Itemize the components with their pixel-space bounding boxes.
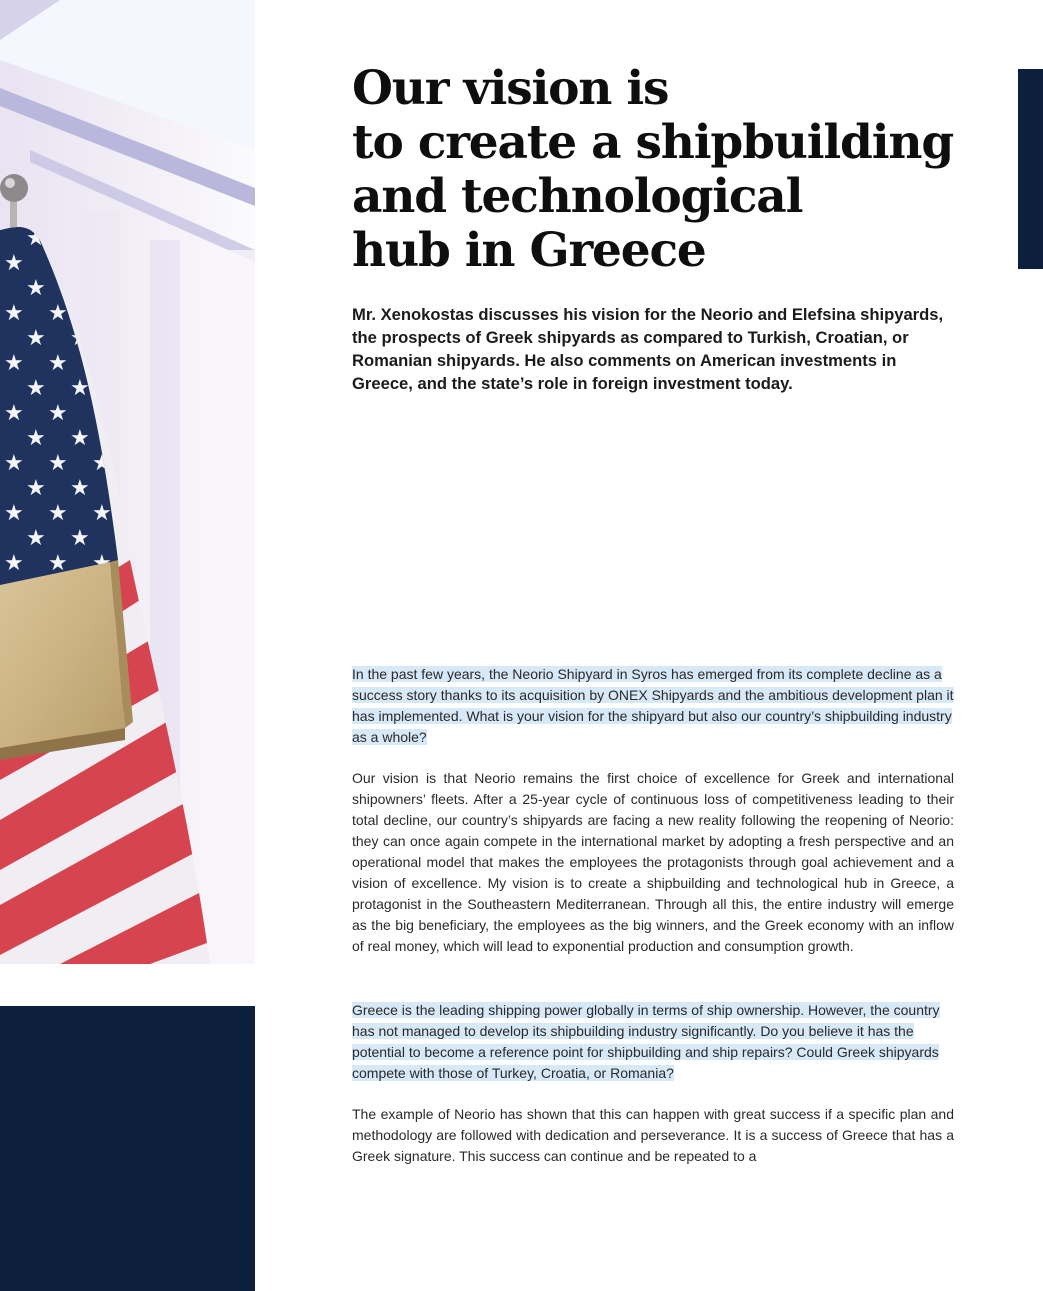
title-line: to create a shipbuilding [352, 115, 953, 170]
flag-podium-photo [0, 0, 255, 964]
question-text: Greece is the leading shipping power globally in terms of ship ownership. However, the country has not managed to develop its shipbuilding industry significantly. Do you believe it has the potential to become a reference point for shipbuilding and ship repairs? Could Greek shipyards compete with those of Turkey, Croatia, or Romania? [352, 1002, 940, 1081]
title-line: hub in Greece [352, 223, 706, 278]
title-line: Our vision is [352, 61, 669, 116]
answer-paragraph: The example of Neorio has shown that this can happen with great success if a specific plan and methodology are followed with dedication and perseverance. It is a success of Greece that has a Greek signature. This success can continue and be repeated to a [352, 1106, 954, 1164]
title-line: and technological [352, 169, 803, 224]
side-tab-marker [1018, 69, 1043, 269]
question-text: In the past few years, the Neorio Shipyard in Syros has emerged from its complete decline as a success story thanks to its acquisition by ONEX Shipyards and the ambitious development plan it has implemented. What is your vision for the shipyard but also our country’s shipbuilding industry as a whole? [352, 666, 954, 745]
navy-color-block [0, 1006, 255, 1291]
question-paragraph [352, 664, 954, 748]
page-title [352, 62, 992, 278]
lead-paragraph: Mr. Xenokostas discusses his vision for the Neorio and Elefsina shipyards, the prospects of Greek shipyards as compared to Turkish, Croatian, or Romanian shipyards. He also comments on American investments in Greece, and the state’s role in foreign investment today. [352, 305, 944, 393]
answer-paragraph: Our vision is that Neorio remains the first choice of excellence for Greek and international shipowners’ fleets. After a 25-year cycle of continuous loss of competitiveness leading to their total decline, our country’s shipyards are facing a new reality following the reopening of Neorio: they can once again compete in the international market by adopting a fresh perspective and an operational model that makes the employees the protagonists through goal achievement and a vision of excellence. My vision is to create a shipbuilding and technological hub in Greece, a protagonist in the Southeastern Mediterranean. Through all this, the entire industry will emerge as the big beneficiary, the employees as the big winners, and the Greek economy with an inflow of real money, which will lead to exponential production and consumption growth. [352, 770, 954, 954]
question-paragraph [352, 1000, 954, 1084]
